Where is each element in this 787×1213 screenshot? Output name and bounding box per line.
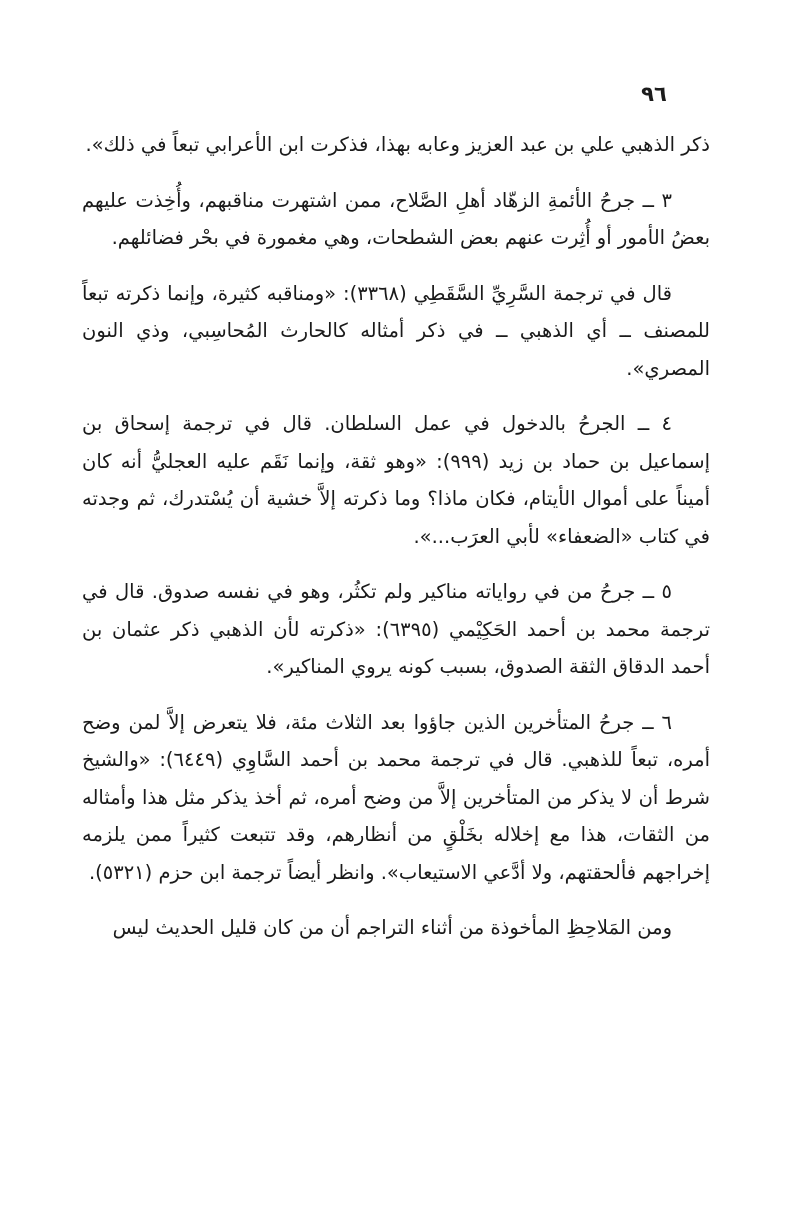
- paragraph-sari-quote: قال في ترجمة السَّرِيِّ السَّقَطِي (٣٣٦٨): «ومناقبه كثيرة، وإنما ذكرته تبعاً للمصنف ــ أي الذهبي ــ في ذكر أمثاله كالحارث المُحاسِبي، وذي النون المصري».: [82, 281, 710, 380]
- paragraph-point-6: ٦ ــ جرحُ المتأخرين الذين جاؤوا بعد الثلاث مئة، فلا يتعرض إلاَّ لمن وضح أمره، تبعاً للذهبي. قال في ترجمة محمد بن أحمد السَّاوِي (٦٤٤٩): «والشيخ شرط أن لا يذكر من المتأخرين إلاَّ من وضح أمره، ثم أخذ يذكر مثل هذا وأمثاله من الثقات، هذا مع إخلاله بخَلْقٍ من أنظارهم، وقد تتبعت كثيراً ممن يلزمه إخراجهم فألحقتهم، ولا أدَّعي الاستيعاب». وانظر أيضاً ترجمة ابن حزم (٥٣٢١).: [82, 710, 710, 884]
- paragraph-point-5: ٥ ــ جرحُ من في رواياته مناكير ولم تكثُر، وهو في نفسه صدوق. قال في ترجمة محمد بن أحمد الحَكِيْمي (٦٣٩٥): «ذكرته لأن الذهبي ذكر عثمان بن أحمد الدقاق الثقة الصدوق، بسبب كونه يروي المناكير».: [82, 580, 710, 678]
- paragraph-point-4: ٤ ــ الجرحُ بالدخول في عمل السلطان. قال في ترجمة إسحاق بن إسماعيل بن حماد بن زيد (٩٩٩): «وهو ثقة، وإنما نَقَم عليه العجليُّ أنه كان أميناً على أموال الأيتام، فكان ماذا؟ وما ذكرته إلاَّ خشية أن يُسْتدرك، ثم وجدته في كتاب «الضعفاء» لأبي العرَب...».: [82, 412, 711, 548]
- paragraph-point-3: ٣ ــ جرحُ الأئمةِ الزهّاد أهلِ الصَّلاح، ممن اشتهرت مناقبهم، وأُخِذت عليهم بعضُ الأمور أو أُثِرت عنهم بعض الشطحات، وهي مغمورة في بحْر فضائلهم.: [82, 188, 710, 249]
- page-number: ٩٦: [641, 82, 667, 106]
- paragraph-closing: ومن المَلاحِظِ المأخوذة من أثناء التراجم أن من كان قليل الحديث ليس: [112, 916, 672, 939]
- body-text: [82, 126, 710, 965]
- paragraph-continuation: ذكر الذهبي علي بن عبد العزيز وعابه بهذا، فذكرت ابن الأعرابي تبعاً في ذلك».: [85, 133, 710, 156]
